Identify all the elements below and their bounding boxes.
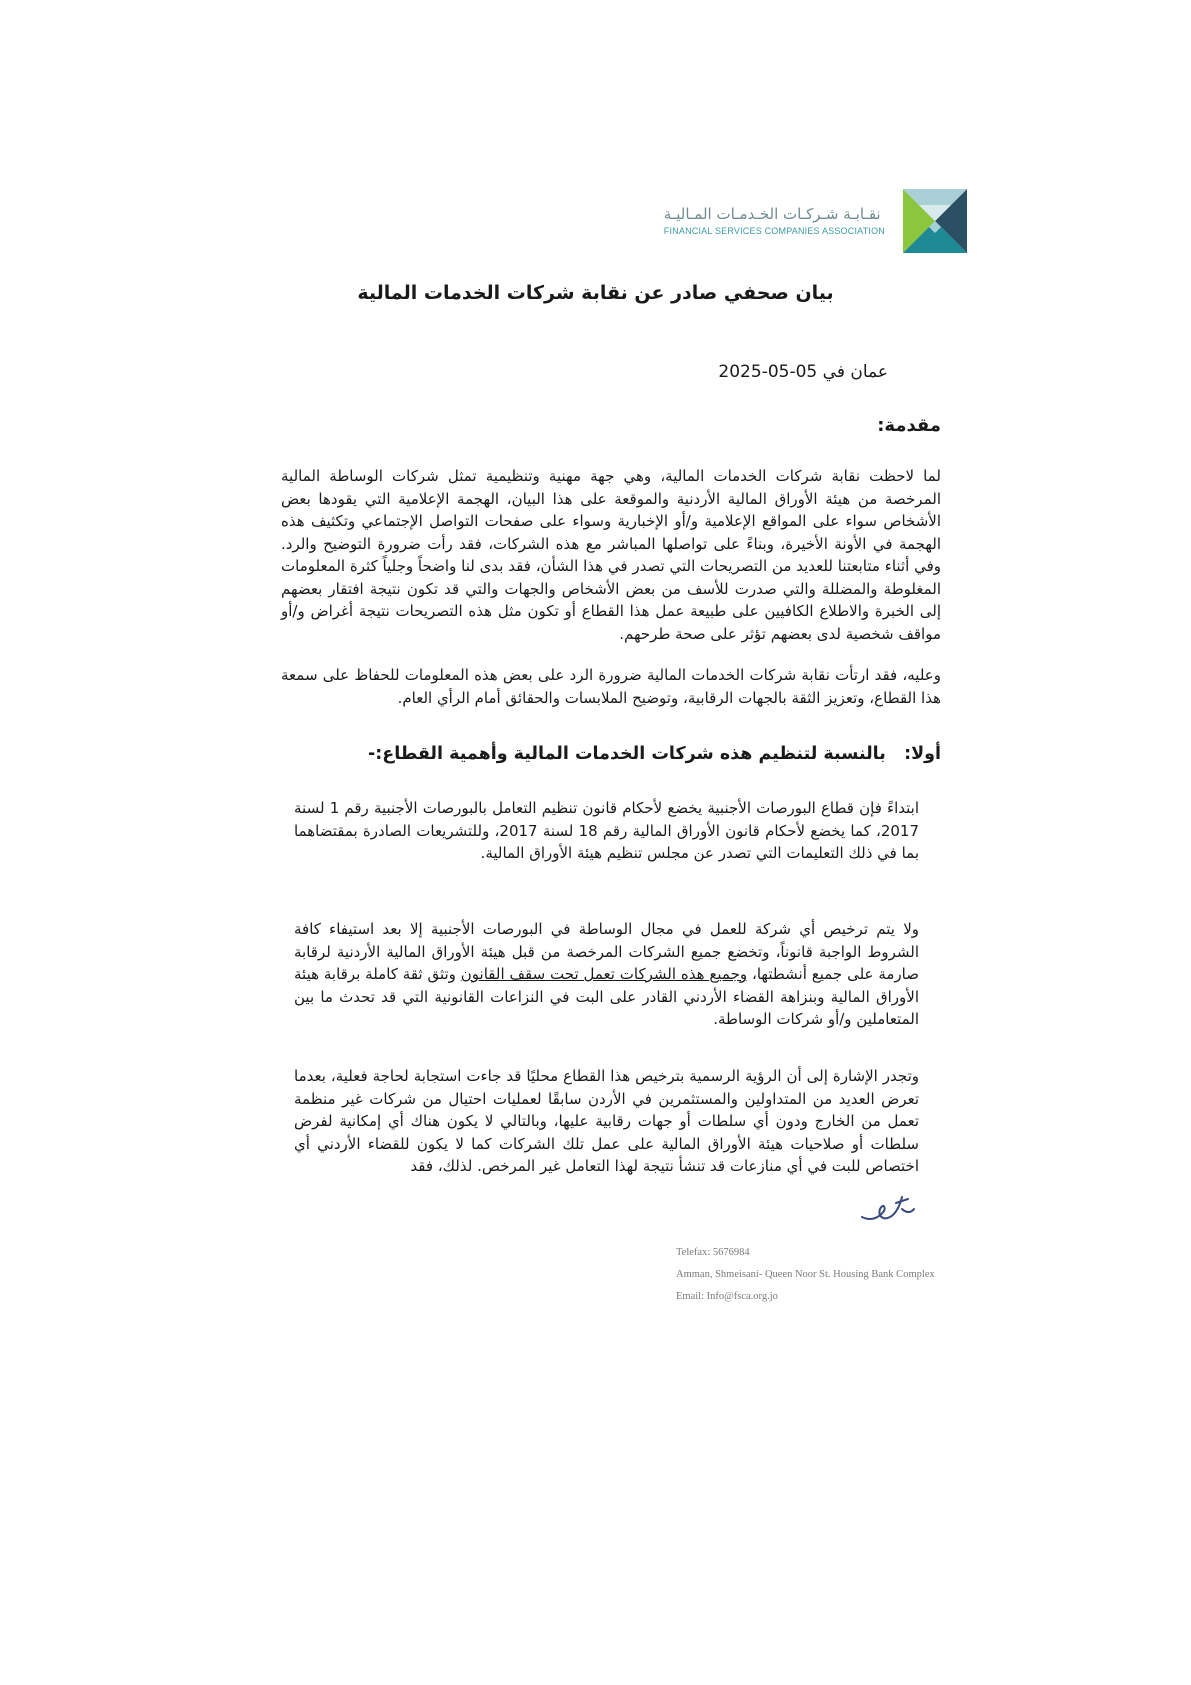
paragraph-official-vision: وتجدر الإشارة إلى أن الرؤية الرسمية بترخيص هذا القطاع محليًا قد جاءت استجابة لحاجة فعلية، بعدما تعرض العديد من المتداولين والمستثمرين في الأردن سابقًا لعمليات احتيال من شركات غير منظمة تعمل من الخارج ودون أي سلطات أو جهات رقابية عليها، وبالتالي لا يكون هناك أي إمكانية لفرض سلطات أو صلاحيات هيئة الأوراق المالية على عمل تلك الشركات كما لا يكون للقضاء الأردني أي اختصاص للبت في أي منازعات قد تنشأ نتيجة لهذا التعامل غير المرخص. لذلك، فقد (294, 1067, 919, 1175)
paragraph-licensing-underlined: وجميع هذه الشركات تعمل تحت سقف القانون (460, 965, 748, 983)
handwritten-signature-icon (856, 1187, 920, 1231)
footer-telefax: Telefax: 5676984 (676, 1247, 750, 1258)
paragraph-licensing (294, 918, 919, 1031)
paragraph-intro: لما لاحظت نقابة شركات الخدمات المالية، وهي جهة مهنية وتنظيمية تمثل شركات الوساطة المالية المرخصة من هيئة الأوراق المالية الأردنية والموقعة على هذا البيان، الهجمة الإعلامية التي يقودها بعض الأشخاص سواء على المواقع الإعلامية و/أو الإخبارية وسواء على صفحات التواصل الإجتماعي وتكثيف هذه الهجمة في الأونة الأخيرة، وبناءً على تواصلها المباشر مع هذه الشركات، فقد رأت ضرورة التوضيح والرد. وفي أثناء متابعتنا للعديد من التصريحات التي تصدر في هذا الشأن، فقد بدى لنا واضحاً وجلياً كثرة المعلومات المغلوطة والمضللة والتي صدرت للأسف من بعض الأشخاص والجهات والتي قد تكون نتيجة افتقار بعضهم إلى الخبرة والاطلاع الكافيين على طبيعة عمل هذا القطاع أو تكون مثل هذه التصريحات نتيجة أغراض و/أو مواقف شخصية لدى بعضهم تؤثر على صحة طرحهم. (281, 467, 941, 643)
paragraph-regulation: ابتداءً فإن قطاع البورصات الأجنبية يخضع لأحكام قانون تنظيم التعامل بالبورصات الأجنبية رقم 1 لسنة 2017، كما يخضع لأحكام قانون الأوراق المالية رقم 18 لسنة 2017، وللتشريعات الصادرة بمقتضاهما بما في ذلك التعليمات التي تصدر عن مجلس تنظيم هيئة الأوراق المالية. (294, 799, 919, 862)
footer-address: Amman, Shmeisani- Queen Noor St. Housing Bank Complex (676, 1269, 935, 1280)
paragraph-licensing-part-a: ولا يتم ترخيص أي شركة للعمل في مجال الوساطة في البورصات الأجنبية إلا بعد استيفاء كافة الشروط الواجبة قانوناً، وتخضع جميع الشركات المرخصة من قبل هيئة الأوراق المالية الأردنية لرقابة صارمة على جميع أنشطتها، (294, 920, 919, 983)
footer-contact (676, 1242, 935, 1308)
paragraph-response: وعليه، فقد ارتأت نقابة شركات الخدمات المالية ضرورة الرد على بعض هذه المعلومات للحفاظ على سمعة هذا القطاع، وتعزيز الثقة بالجهات الرقابية، وتوضيح الملابسات والحقائق أمام الرأي العام. (281, 666, 941, 707)
fsca-logo-icon (899, 185, 971, 257)
intro-heading: مقدمة: (877, 415, 941, 436)
section-1-heading: أولا: بالنسبة لتنظيم هذه شركات الخدمات المالية وأهمية القطاع:- (367, 744, 941, 764)
document-title: بيان صحفي صادر عن نقابة شركات الخدمات المالية (357, 282, 834, 304)
paragraph-licensing-part-b: وتثق ثقة كاملة برقابة هيئة الأوراق المالية وبنزاهة القضاء الأردني القادر على البت في النزاعات القانونية التي قد تحدث ما بين المتعاملين و/أو شركات الوساطة. (294, 965, 919, 1028)
letterhead (664, 185, 971, 257)
org-name-arabic: نقـابـة شـركـات الخـدمـات المـاليـة (663, 205, 881, 223)
org-name-english: FINANCIAL SERVICES COMPANIES ASSOCIATION (663, 226, 885, 236)
footer-email: Email: Info@fsca.org.jo (676, 1291, 778, 1302)
date-line: عمان في 05-05-2025 (718, 362, 888, 382)
org-name-block (664, 204, 885, 238)
